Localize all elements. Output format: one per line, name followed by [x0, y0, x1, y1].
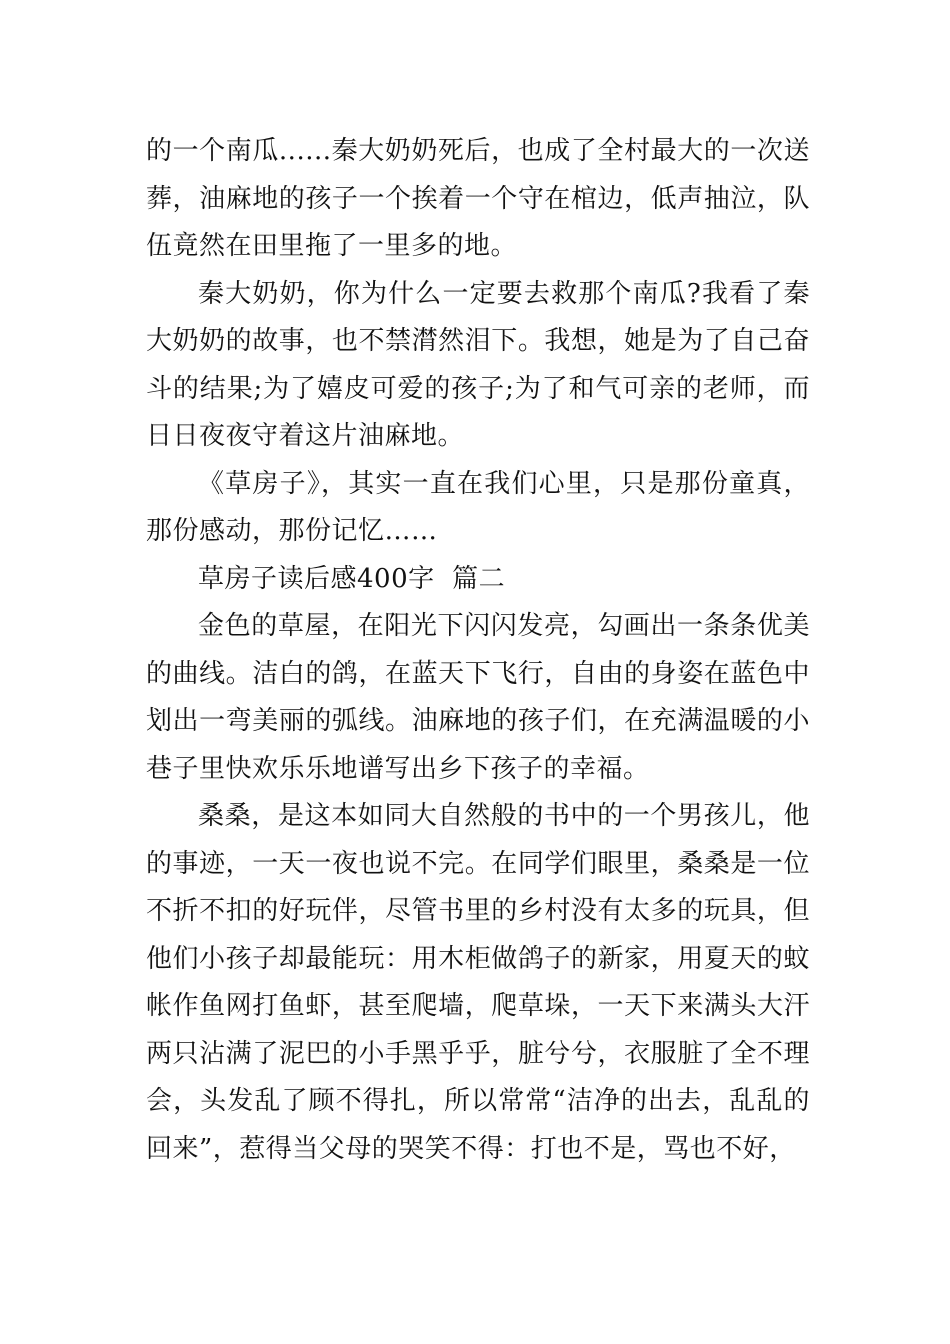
paragraph-2: 秦大奶奶，你为什么一定要去救那个南瓜?我看了秦大奶奶的故事，也不禁潸然泪下。我想，她是为了自己奋斗的结果;为了嬉皮可爱的孩子;为了和气可亲的老师，而日日夜夜守着这片油麻地。 [146, 278, 810, 451]
paragraph-1: 的一个南瓜......秦大奶奶死后，也成了全村最大的一次送葬，油麻地的孩子一个挨着一个守在棺边，低声抽泣，队伍竟然在田里拖了一里多的地。 [146, 136, 810, 261]
paragraph-4: 金色的草屋，在阳光下闪闪发亮，勾画出一条条优美的曲线。洁白的鸽，在蓝天下飞行，自由的身姿在蓝色中划出一弯美丽的弧线。油麻地的孩子们，在充满温暖的小巷子里快欢乐乐地谱写出乡下孩子的幸福。 [146, 611, 810, 784]
section-heading: 草房子读后感400字 篇二 [198, 563, 506, 594]
paragraph-3: 《草房子》，其实一直在我们心里，只是那份童真，那份感动，那份记忆…… [146, 468, 810, 546]
document-body [146, 128, 810, 1173]
paragraph-5: 桑桑，是这本如同大自然般的书中的一个男孩儿，他的事迹，一天一夜也说不完。在同学们眼里，桑桑是一位不折不扣的好玩伴，尽管书里的乡村没有太多的玩具，但他们小孩子却最能玩：用木柜做鸽子的新家，用夏天的蚊帐作鱼网打鱼虾，甚至爬墙，爬草垛，一天下来满头大汗两只沾满了泥巴的小手黑乎乎，脏兮兮，衣服脏了全不理会，头发乱了顾不得扎，所以常常“洁净的出去，乱乱的回来”，惹得当父母的哭笑不得：打也不是，骂也不好， [146, 801, 810, 1164]
